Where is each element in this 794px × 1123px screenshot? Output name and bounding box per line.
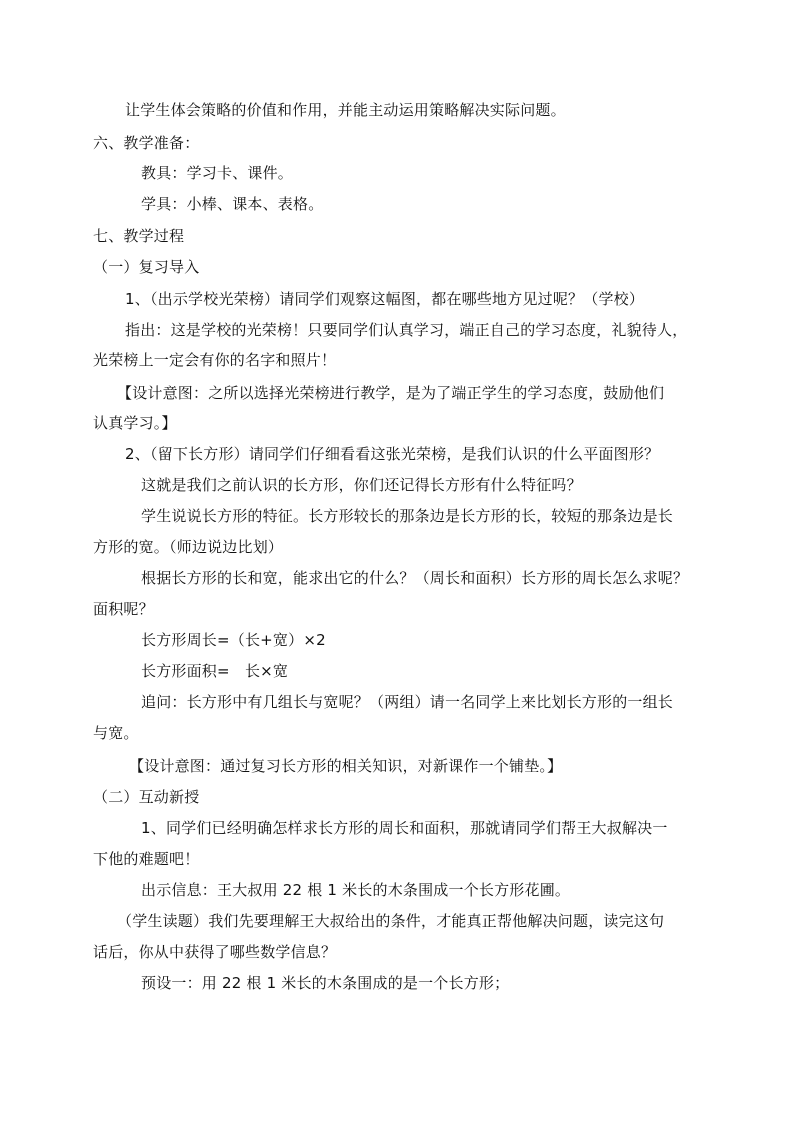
design-intent-note: 【设计意图：通过复习长方形的相关知识，对新课作一个铺垫。】 <box>129 757 563 775</box>
design-intent-note: 认真学习。】 <box>93 414 177 432</box>
text-line: 学生说说长方形的特征。长方形较长的那条边是长方形的长，较短的那条边是长 <box>141 507 674 525</box>
formula-perimeter: 长方形周长=（长+宽）×2 <box>141 631 326 649</box>
text-line: 让学生体会策略的价值和作用，并能主动运用策略解决实际问题。 <box>125 101 566 119</box>
section-heading-process: 七、教学过程 <box>93 227 185 245</box>
design-intent-note: 【设计意图：之所以选择光荣榜进行教学，是为了端正学生的学习态度，鼓励他们 <box>117 384 665 402</box>
text-line: 追问：长方形中有几组长与宽呢？（两组）请一名同学上来比划长方形的一组长 <box>141 693 674 711</box>
text-line: 话后，你从中获得了哪些数学信息？ <box>93 943 337 961</box>
text-line: 1、（出示学校光荣榜）请同学们观察这幅图，都在哪些地方见过呢？（学校） <box>125 290 645 308</box>
subsection-heading-interactive: （二）互动新授 <box>93 788 200 806</box>
text-line: 根据长方形的长和宽，能求出它的什么？（周长和面积）长方形的周长怎么求呢？ <box>141 569 689 587</box>
text-line: 这就是我们之前认识的长方形，你们还记得长方形有什么特征吗？ <box>141 476 582 494</box>
text-line: 出示信息：王大叔用 22 根 1 米长的木条围成一个长方形花圃。 <box>141 881 571 899</box>
subsection-heading-review: （一）复习导入 <box>93 258 200 276</box>
text-line: 预设一：用 22 根 1 米长的木条围成的是一个长方形； <box>141 974 510 992</box>
text-line: 学具：小棒、课本、表格。 <box>141 195 324 213</box>
text-line: 与宽。 <box>93 724 139 742</box>
text-line: （学生读题）我们先要理解王大叔给出的条件，才能真正帮他解决问题，读完这句 <box>117 912 665 930</box>
text-line: 下他的难题吧！ <box>93 850 200 868</box>
text-line: 指出：这是学校的光荣榜！只要同学们认真学习，端正自己的学习态度，礼貌待人， <box>125 321 688 339</box>
text-line: 教具：学习卡、课件。 <box>141 164 294 182</box>
text-line: 2、（留下长方形）请同学们仔细看看这张光荣榜，是我们认识的什么平面图形？ <box>125 445 660 463</box>
section-heading-preparation: 六、教学准备： <box>93 134 200 152</box>
text-line: 面积呢？ <box>93 600 154 618</box>
text-line: 方形的宽。（师边说边比划） <box>93 538 284 556</box>
formula-area: 长方形面积= 长×宽 <box>141 662 289 680</box>
text-line: 光荣榜上一定会有你的名字和照片！ <box>93 351 337 369</box>
text-line: 1、同学们已经明确怎样求长方形的周长和面积，那就请同学们帮王大叔解决一 <box>141 819 668 837</box>
